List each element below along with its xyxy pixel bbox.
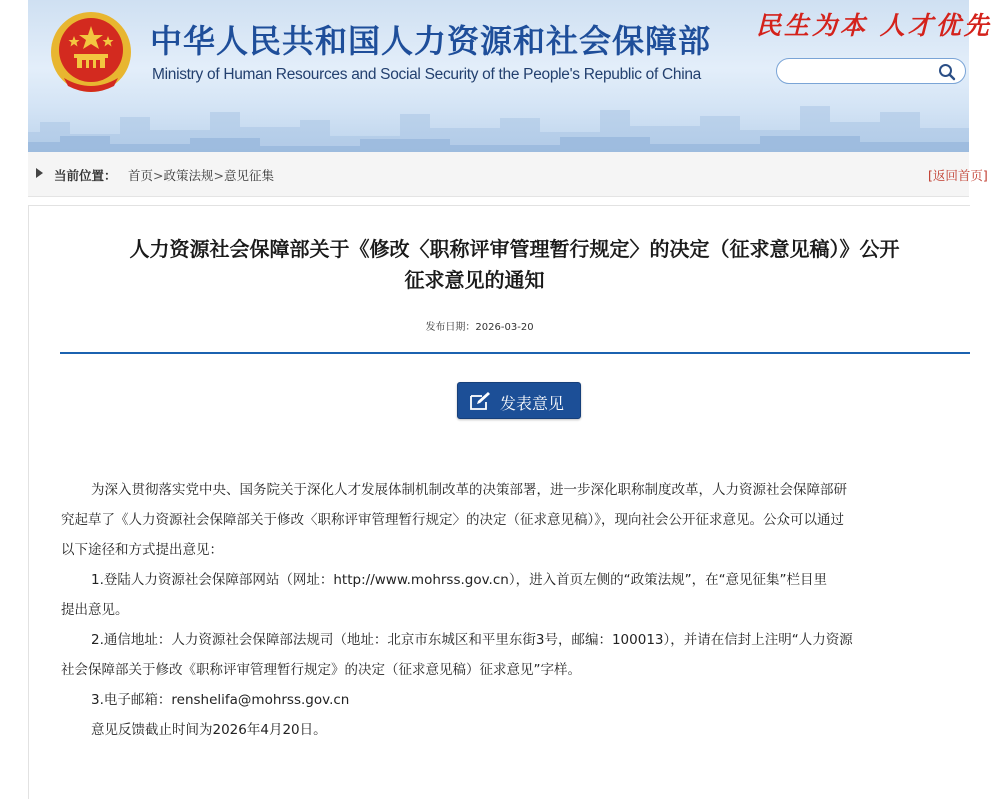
body-line: 2.通信地址：人力资源社会保障部法规司（地址：北京市东城区和平里东街3号，邮编：100013），并请在信封上注明“人力资源 (91, 632, 853, 648)
slogan-calligraphy: 民生为本 人才优先 (756, 11, 992, 40)
ministry-name-english: Ministry of Human Resources and Social Security of the People's Republic of China (152, 66, 701, 83)
search-input[interactable] (789, 61, 943, 83)
city-skyline-decoration (0, 92, 969, 152)
article-title (59, 234, 970, 296)
article-body (61, 475, 970, 745)
body-line: 为深入贯彻落实党中央、国务院关于深化人才发展体制机制改革的决策部署，进一步深化职称制度改革，人力资源社会保障部研 (91, 482, 847, 498)
article-title-line2: 征求意见的通知 (404, 268, 545, 292)
search-icon[interactable] (937, 62, 957, 82)
ministry-name-chinese: 中华人民共和国人力资源和社会保障部 (150, 22, 712, 60)
body-line: 社会保障部关于修改《职称评审管理暂行规定》的决定（征求意见稿）征求意见”字样。 (61, 662, 581, 678)
breadcrumb-home-link[interactable]: 首页 (128, 168, 154, 183)
breadcrumb-comments-link[interactable]: 意见征集 (224, 168, 275, 183)
national-emblem-icon (44, 8, 138, 98)
back-to-home-link[interactable]: [返回首页] (928, 168, 988, 183)
breadcrumb-label: 当前位置： (54, 168, 117, 183)
body-line: 3.电子邮箱：renshelifa@mohrss.gov.cn (91, 692, 350, 708)
header-left-margin (0, 0, 28, 152)
title-divider (60, 352, 970, 354)
body-line: 1.登陆人力资源社会保障部网站（网址：http://www.mohrss.gov.cn），进入首页左侧的“政策法规”，在“意见征集”栏目里 (91, 572, 828, 588)
body-line: 提出意见。 (61, 602, 129, 618)
breadcrumb-separator: > (213, 168, 224, 183)
article-title-line1: 人力资源社会保障部关于《修改〈职称评审管理暂行规定〉的决定（征求意见稿）》公开 (129, 237, 900, 261)
post-comment-button[interactable] (457, 382, 581, 419)
body-line: 究起草了《人力资源社会保障部关于修改〈职称评审管理暂行规定〉的决定（征求意见稿）》，现向社会公开征求意见。公众可以通过 (61, 512, 844, 528)
body-line: 以下途径和方式提出意见： (61, 542, 223, 558)
article-panel (28, 205, 970, 799)
body-line: 意见反馈截止时间为2026年4月20日。 (91, 722, 327, 738)
breadcrumb-trail (128, 166, 274, 184)
triangle-right-icon (36, 168, 43, 178)
publish-date: 发布日期：2026-03-20 (425, 322, 534, 333)
search-box (776, 58, 966, 84)
breadcrumb-separator: > (153, 168, 164, 183)
breadcrumb-policy-link[interactable]: 政策法规 (163, 168, 214, 183)
edit-note-icon (469, 391, 493, 411)
post-comment-label: 发表意见 (500, 394, 565, 413)
breadcrumb (28, 152, 988, 197)
site-header (0, 0, 992, 152)
